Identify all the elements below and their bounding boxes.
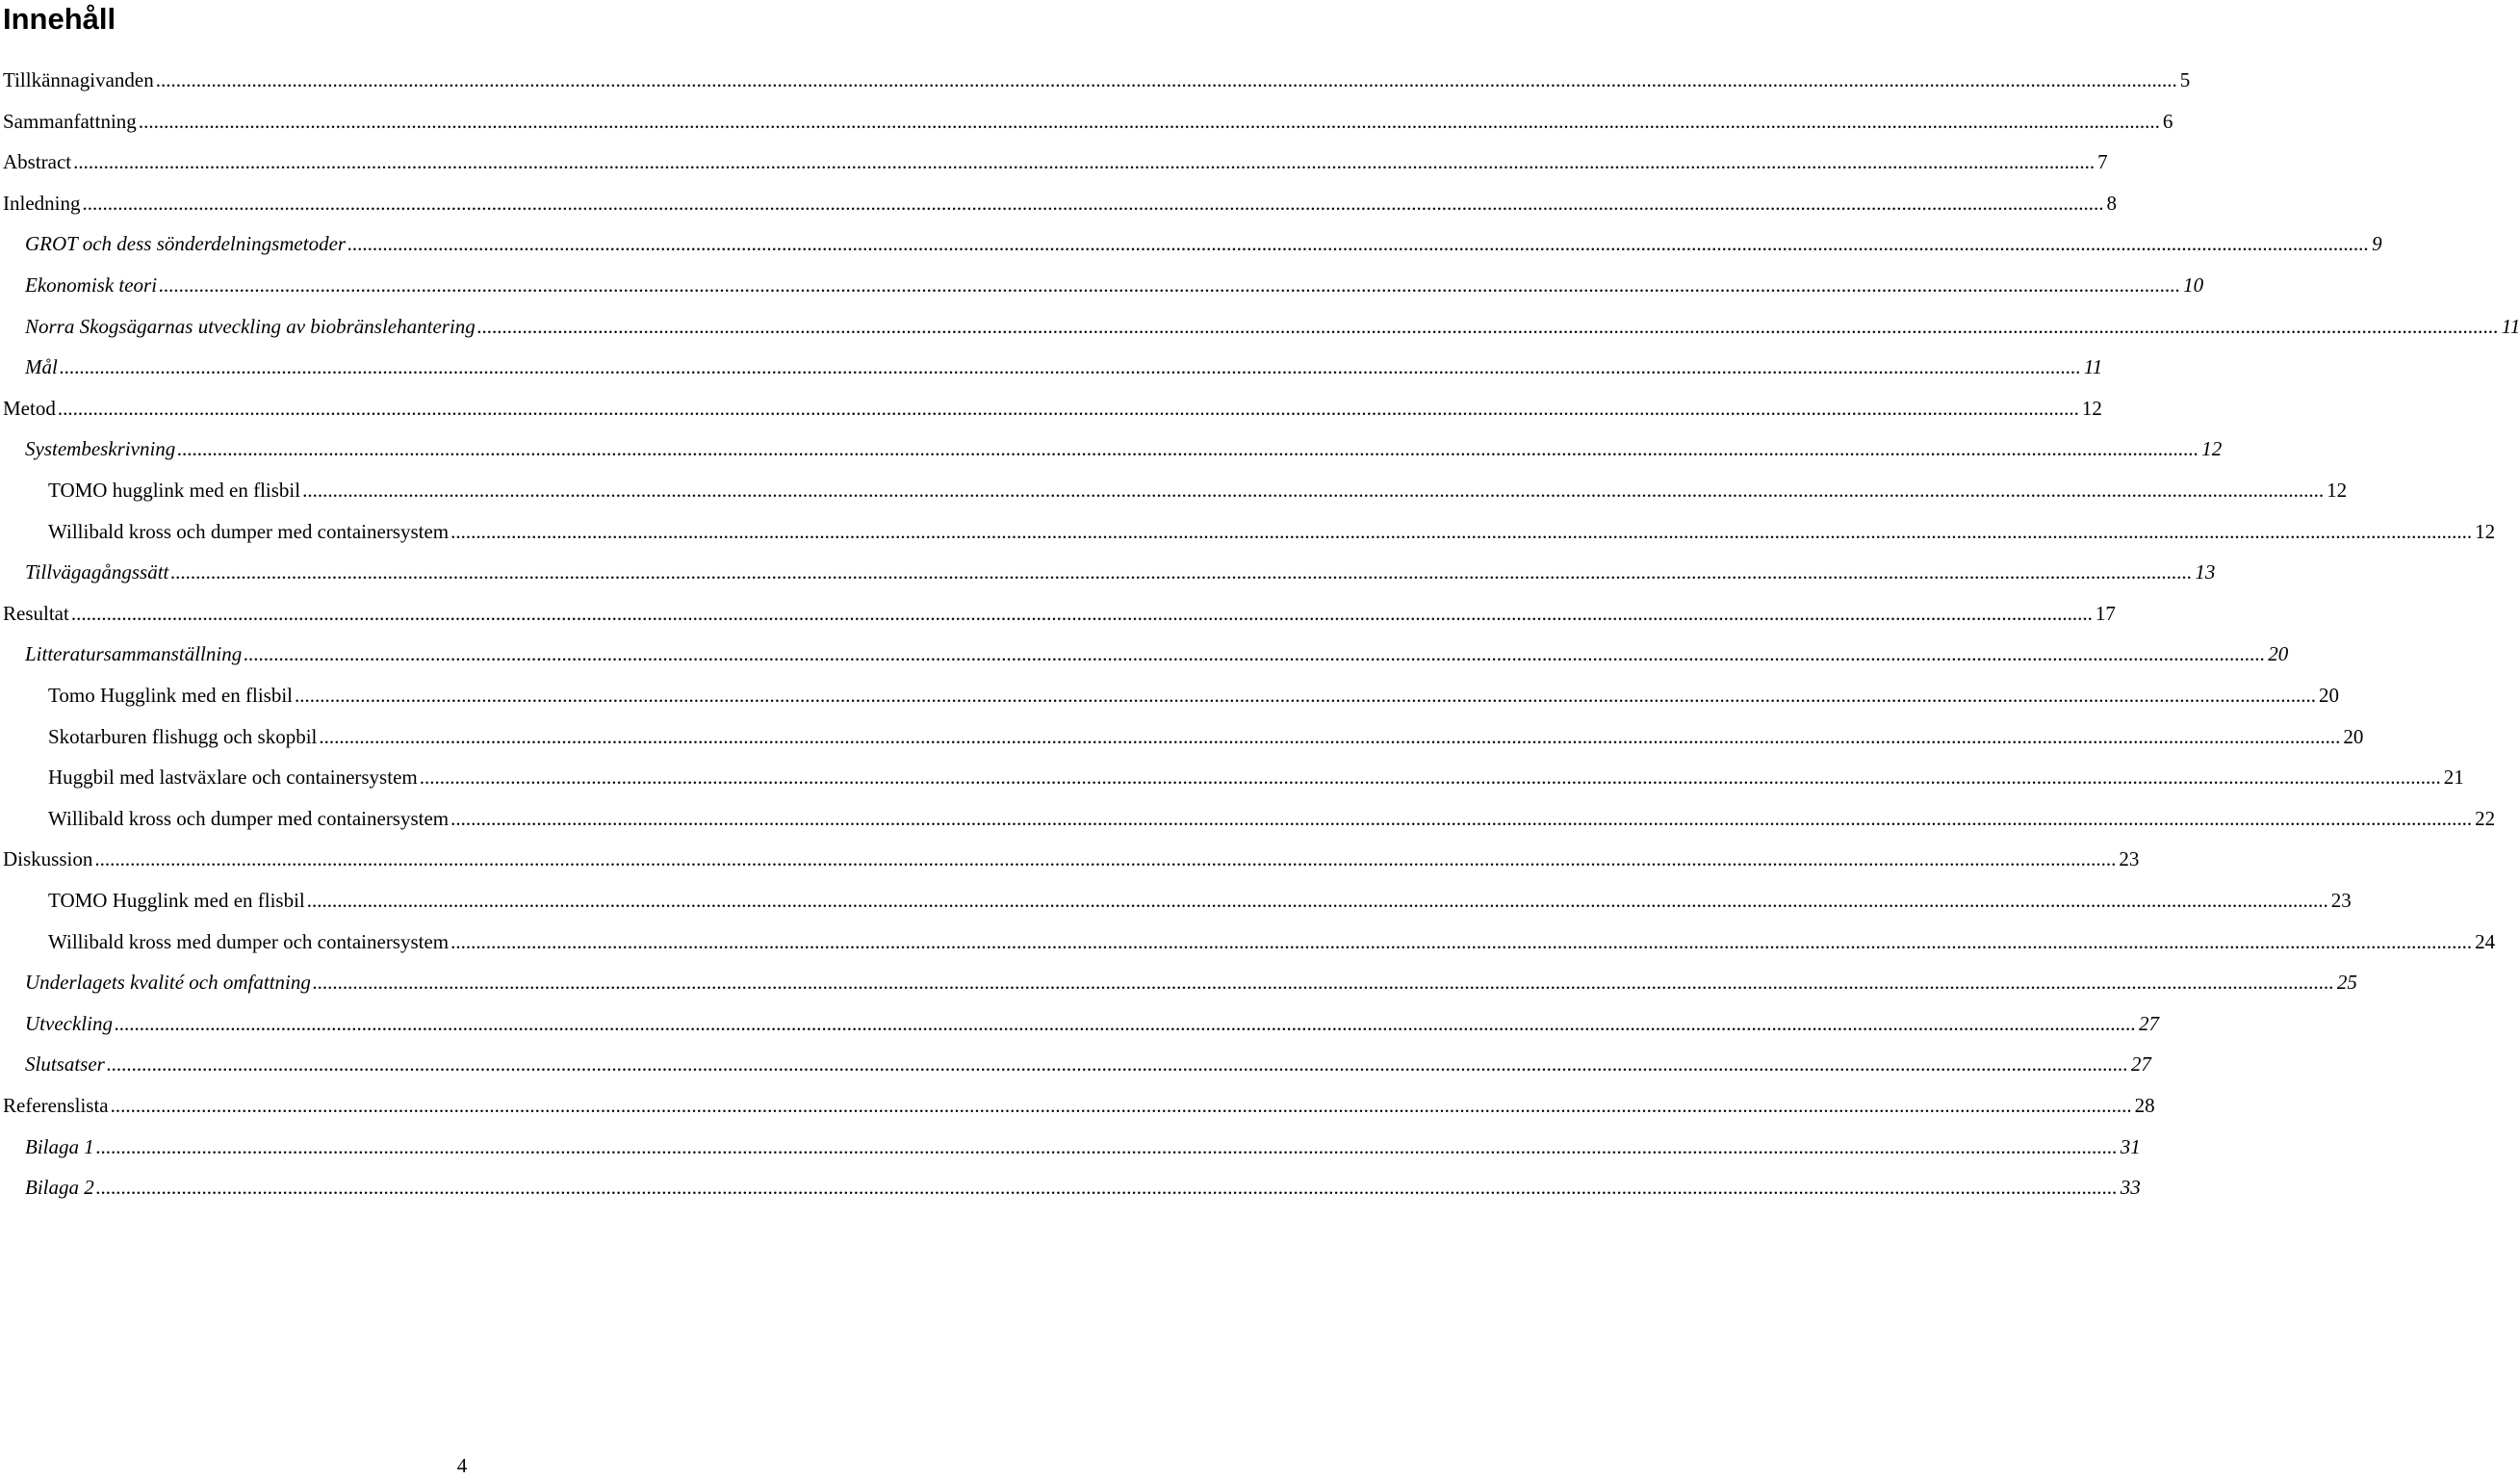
toc-entry[interactable] [48,675,2340,715]
toc-entry-title: Ekonomisk teori [25,273,158,297]
toc-entry-title: Metod [3,397,56,420]
toc-entry-page: 33 [2120,1176,2141,1199]
toc-entry-title: Utveckling [25,1012,113,1035]
dot-leader: ................................................................................................................................................................................................................................................................................................................................................................................................................ [155,68,2177,91]
page-number: 4 [456,1454,468,1477]
toc-entry-page: 10 [2183,273,2204,297]
toc-entry-page: 7 [2097,150,2108,173]
toc-entry-page: 22 [2475,807,2496,830]
toc-entry-title: Diskussion [3,847,93,870]
dot-leader: ................................................................................................................................................................................................................................................................................................................................................................................................................ [95,1135,2118,1158]
dot-leader: ................................................................................................................................................................................................................................................................................................................................................................................................................ [177,437,2199,460]
toc-entry[interactable] [25,347,2103,387]
dot-leader: ................................................................................................................................................................................................................................................................................................................................................................................................................ [450,807,2473,830]
toc-entry-page: 25 [2336,971,2357,994]
toc-entry-page: 23 [2119,847,2140,870]
toc-entry-title: Abstract [3,150,72,173]
toc-entry-title: Willibald kross med dumper och containersystem [48,930,450,953]
toc-entry[interactable] [25,552,2216,592]
toc-entry-page: 11 [2501,315,2520,338]
toc-entry-page: 20 [2268,642,2289,665]
toc-entry-page: 23 [2330,889,2352,912]
toc-entry[interactable] [3,388,2102,428]
toc-entry-page: 6 [2162,110,2173,133]
toc-entry[interactable] [48,757,2464,797]
toc-entry-title: Tillkännagivanden [3,68,154,91]
toc-entry-page: 21 [2443,765,2464,789]
toc-entry-title: Skotarburen flishugg och skopbil [48,725,318,748]
toc-entry-page: 31 [2120,1135,2141,1158]
toc-entry[interactable] [3,593,2116,634]
toc-entry[interactable] [25,265,2204,305]
dot-leader: ................................................................................................................................................................................................................................................................................................................................................................................................................ [450,930,2473,953]
toc-entry-page: 24 [2475,930,2496,953]
dot-leader: ................................................................................................................................................................................................................................................................................................................................................................................................................ [319,725,2341,748]
toc-entry-title: Huggbil med lastväxlare och containersystem [48,765,418,789]
toc-entry[interactable] [25,428,2223,469]
toc-entry[interactable] [25,1044,2151,1084]
toc-entry-title: Mål [25,355,58,378]
dot-leader: ................................................................................................................................................................................................................................................................................................................................................................................................................ [302,479,2325,502]
dot-leader: ................................................................................................................................................................................................................................................................................................................................................................................................................ [306,889,2328,912]
dot-leader: ................................................................................................................................................................................................................................................................................................................................................................................................................ [82,192,2104,215]
toc-entry-page: 20 [2343,725,2364,748]
dot-leader: ................................................................................................................................................................................................................................................................................................................................................................................................................ [73,150,2096,173]
toc-entry-page: 28 [2134,1094,2155,1117]
dot-leader: ................................................................................................................................................................................................................................................................................................................................................................................................................ [159,273,2181,297]
toc-entry-title: Bilaga 1 [25,1135,94,1158]
toc-entry-title: Norra Skogsägarnas utveckling av biobränslehantering [25,315,476,338]
page-title: Innehåll [3,2,116,36]
toc-entry-page: 20 [2319,684,2340,707]
toc-entry[interactable] [48,921,2496,962]
toc-entry[interactable] [48,716,2364,757]
toc-entry[interactable] [25,223,2382,264]
dot-leader: ................................................................................................................................................................................................................................................................................................................................................................................................................ [95,1176,2118,1199]
dot-leader: ................................................................................................................................................................................................................................................................................................................................................................................................................ [244,642,2266,665]
toc-entry-title: Systembeskrivning [25,437,176,460]
toc-entry-page: 5 [2179,68,2191,91]
toc-entry-title: Slutsatser [25,1052,105,1076]
toc-entry-title: Inledning [3,192,81,215]
toc-entry-page: 12 [2201,437,2223,460]
toc-entry[interactable] [48,470,2348,510]
toc-entry-title: GROT och dess sönderdelningsmetoder [25,232,347,255]
dot-leader: ................................................................................................................................................................................................................................................................................................................................................................................................................ [347,232,2370,255]
toc-entry-title: TOMO Hugglink med en flisbil [48,889,305,912]
toc-entry-title: TOMO hugglink med en flisbil [48,479,301,502]
dot-leader: ................................................................................................................................................................................................................................................................................................................................................................................................................ [114,1012,2136,1035]
dot-leader: ................................................................................................................................................................................................................................................................................................................................................................................................................ [59,355,2081,378]
toc-entry[interactable] [25,1003,2159,1044]
toc-entry[interactable] [48,798,2496,839]
toc-entry-title: Referenslista [3,1094,109,1117]
toc-entry-page: 27 [2138,1012,2159,1035]
toc-entry-page: 8 [2106,192,2117,215]
dot-leader: ................................................................................................................................................................................................................................................................................................................................................................................................................ [312,971,2334,994]
toc-entry[interactable] [25,962,2357,1002]
toc-entry-page: 13 [2195,560,2216,584]
toc-entry[interactable] [25,1127,2141,1167]
toc-entry-title: Tillvägagångssätt [25,560,169,584]
toc-entry-page: 12 [2327,479,2348,502]
toc-entry[interactable] [48,511,2496,552]
toc-entry-page: 27 [2130,1052,2151,1076]
dot-leader: ................................................................................................................................................................................................................................................................................................................................................................................................................ [419,765,2441,789]
toc-entry[interactable] [25,1167,2141,1207]
toc-entry[interactable] [3,60,2191,100]
toc-entry-title: Litteratursammanställning [25,642,243,665]
toc-entry-page: 12 [2081,397,2102,420]
dot-leader: ................................................................................................................................................................................................................................................................................................................................................................................................................ [110,1094,2132,1117]
toc-entry[interactable] [3,142,2108,182]
dot-leader: ................................................................................................................................................................................................................................................................................................................................................................................................................ [170,560,2193,584]
toc-entry[interactable] [25,634,2289,674]
toc-entry-title: Willibald kross och dumper med containersystem [48,807,450,830]
toc-entry-title: Willibald kross och dumper med containersystem [48,520,450,543]
dot-leader: ................................................................................................................................................................................................................................................................................................................................................................................................................ [57,397,2079,420]
toc-entry[interactable] [3,183,2117,223]
dot-leader: ................................................................................................................................................................................................................................................................................................................................................................................................................ [106,1052,2128,1076]
dot-leader: ................................................................................................................................................................................................................................................................................................................................................................................................................ [476,315,2499,338]
toc-entry[interactable] [3,839,2140,879]
toc-entry-title: Underlagets kvalité och omfattning [25,971,311,994]
dot-leader: ................................................................................................................................................................................................................................................................................................................................................................................................................ [138,110,2160,133]
toc-entry[interactable] [3,1085,2155,1126]
toc-entry-page: 9 [2372,232,2382,255]
toc-entry[interactable] [48,880,2352,921]
toc-entry-page: 12 [2475,520,2496,543]
toc-entry-title: Sammanfattning [3,110,137,133]
dot-leader: ................................................................................................................................................................................................................................................................................................................................................................................................................ [450,520,2473,543]
toc-entry-title: Tomo Hugglink med en flisbil [48,684,294,707]
toc-entry-page: 17 [2095,602,2116,625]
toc-entry[interactable] [3,101,2173,142]
dot-leader: ................................................................................................................................................................................................................................................................................................................................................................................................................ [70,602,2093,625]
toc-entry-title: Bilaga 2 [25,1176,94,1199]
toc-entry[interactable] [25,306,2520,347]
toc-entry-title: Resultat [3,602,69,625]
dot-leader: ................................................................................................................................................................................................................................................................................................................................................................................................................ [295,684,2317,707]
toc-entry-page: 11 [2083,355,2103,378]
dot-leader: ................................................................................................................................................................................................................................................................................................................................................................................................................ [94,847,2117,870]
